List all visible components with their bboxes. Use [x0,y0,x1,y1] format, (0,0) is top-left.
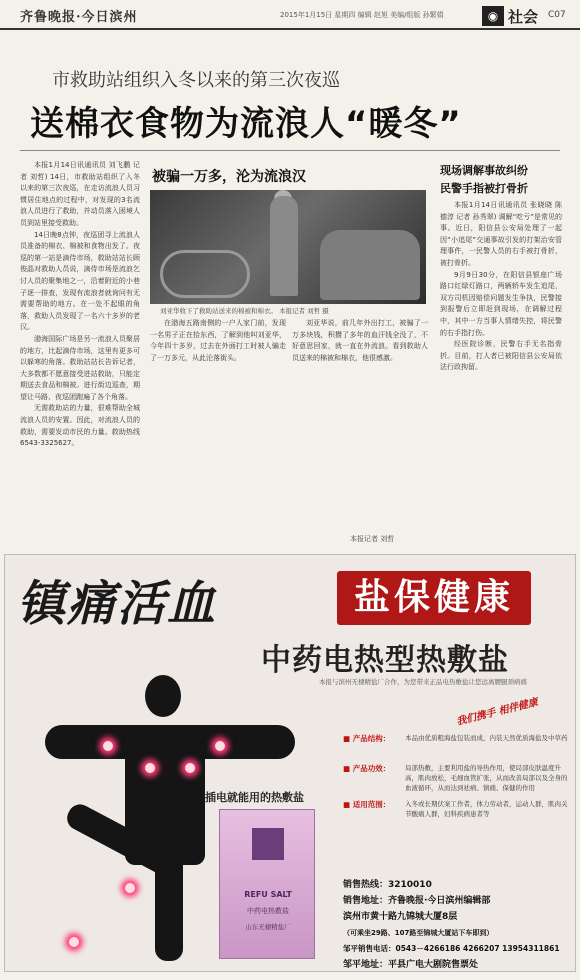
headline-divider [20,150,560,151]
feature-text: 局部热敷，主要利用盐的导热作用，使局部皮肤温度升高，肌肉放松，毛细血管扩张，从而改善局部以及全身的血液循环，从而达到祛病、镇痛、保健的作用 [405,764,568,792]
feature-text: 入冬或长期伏案工作者，体力劳动者，运动人群，肌肉关节酸痛人群，妇科疾病患者等 [405,800,568,818]
article-subhead: 被骗一万多，沦为流浪汉 [152,169,306,185]
package-brand: REFU SALT [244,890,292,899]
article-column-3 [292,318,428,528]
glow-point-icon [125,883,135,893]
contact-row: 滨州市黄十路九锦城大厦8层 [343,912,458,922]
article-column-1 [20,160,140,540]
package-name: 中药电热敷盐 [247,907,289,915]
page-number: C07 [548,10,566,20]
ad-contact [343,877,573,972]
contact-row: （可乘坐29路、107路至锦城大厦站下车即到） [343,929,494,937]
paragraph: 本报1月14日讯通讯员 张晓晓 陈德淳 记者 孙秀翠) 调解“吃亏”是常见的事。近日，阳信县公安局处理了一起因“小追尾”交通事故引发的打架治安管理事件，一民警人员的右手被打骨折，被打骨折。 [440,201,562,267]
brand-logo-icon [252,828,284,860]
masthead: 齐鲁晚报·今日滨州 [20,10,138,25]
paragraph: 9月9日30分，在阳信县银座广场路口红绿灯路口，两辆轿车发生追尾，双方司机因赔偿问题发生争执，民警接到报警后立即赶到现场，在调解过程中，其中一方当事人情绪失控，将民警的右手指打伤。 [440,270,562,337]
page-header [0,0,580,30]
plug-label: 插电就能用的热敷盐 [205,791,304,804]
bicycle-shape [160,250,250,298]
ad-partner-note: 本报与滨州无棣精盐厂合作，为您带来正品电热敷盐让您远离腰腿颈病痛 [319,678,527,686]
paragraph: 刘亚华说，前几年外出打工，被骗了一万多块钱，积攒了多年的血汗钱全没了，不好意思回家，就一直在外流浪。看到救助人员送来的棉被和棉衣，他很感激。 [292,319,428,362]
issue-meta: 2015年1月15日 星期四 编辑 赵旭 美编/组版 孙繁娟 [280,11,444,19]
figure-head-shape [145,675,181,717]
advertisement [4,554,576,972]
contact-row: 销售地址：齐鲁晚报·今日滨州编辑部 [343,896,491,906]
article-photo [150,190,426,304]
feature-label: ■ 适用范围： [343,799,390,810]
contact-row: 销售热线：3210010 [343,880,432,890]
glow-point-icon [69,937,79,947]
salt-package [219,809,315,959]
figure-leg-shape [155,851,183,961]
ad-title-calligraphy: 镇痛活血 [17,576,218,632]
article-column-2 [150,318,286,528]
paragraph: 本报1月14日讯通讯员 刘飞鹏 记者 刘哲) 14日，市救助站组织了入冬以来的第三次夜巡，在走访流浪人员习惯居住地点的过程中，对发现的3名流浪人员进行了救助，并动员落入困境人员到站里接受救助。 [20,161,140,227]
paragraph: 渤海国际广场是另一流浪人员聚居的地方，比起滴侍市场，这里有更多可以躲寒的角落。救助站站长告诉记者，大多数都不愿意接受进站救助，只能定期送去食品和棉被。进行街边巡查，期望让马路、夜巡团跑遍了各个角落。 [20,334,140,401]
article-byline: 本报记者 刘哲 [350,535,395,543]
ad-slogan: 我们携手 相伴健康 [455,697,540,728]
feature-text: 本品由优质粗海盐包装而成，内装天然优质海盐及中草药 [405,734,568,742]
article-headline: 送棉衣食物为流浪人“暖冬” [30,104,462,144]
paragraph: 14日晚8点钟，夜巡团寻上流浪人员准备的棉衣、棉被和食物出发了。夜巡的第一站是滴侍市场，救助站站长顾俊晶对救助人员说，滴侍市场是流浪乞讨人员的聚集地之一，沿着附近的小巷子逐一排查，发现有流浪者就询问有无需要帮助的地方。在一处不起眼的角落，救助人员发现了一名六十多岁的老汉。 [20,230,140,332]
feature-item [343,763,569,793]
glow-point-icon [215,741,225,751]
paragraph: 无需救助站的力量，很难帮助全城流浪人员的安置。因此，对流浪人员的救助，需要发动市民的力量。救助热线6543-3325627。 [20,404,140,448]
person-shape [270,196,298,296]
contact-row: 邹平地址：平县广电大剧院售票处 [343,960,479,970]
sidebar-headline-1: 现场调解事故纠纷 [440,164,528,177]
ad-title-badge: 盐保健康 [337,571,531,625]
feature-item [343,799,569,823]
sidebar-column [440,200,562,540]
paragraph: 在渤海五路南侧的一户人家门前，发现一名男子正在拾东西，了解到他叫刘亚华，今年四十多岁，过去在外面打工时被人骗走了一万多元，从此沦落街头。 [150,319,286,362]
contact-row: 邹平销售电话：0543－4266186 4266207 13954311861 [343,944,560,953]
glow-point-icon [103,741,113,751]
sacks-shape [320,230,420,300]
section-name: 社会 [508,8,539,26]
ad-product-title: 中药电热型热敷盐 [261,643,509,678]
glow-point-icon [185,763,195,773]
article-kicker: 市救助站组织入冬以来的第三次夜巡 [52,70,340,91]
paragraph: 经医院诊断，民警右手无名指骨折。目前，打人者已被阳信县公安局依法行政拘留。 [440,340,562,372]
ad-features [343,733,569,829]
glow-point-icon [145,763,155,773]
camera-icon: ◉ [482,6,504,26]
feature-label: ■ 产品功效： [343,763,390,774]
feature-label: ■ 产品结构： [343,733,390,744]
photo-caption: 刘亚华收下了救助站送来的棉被和棉衣。 本报记者 刘哲 摄 [160,307,329,315]
feature-item [343,733,569,757]
sidebar-headline-2: 民警手指被打骨折 [440,182,528,195]
package-maker: 山东无棣精盐厂 [245,923,291,931]
